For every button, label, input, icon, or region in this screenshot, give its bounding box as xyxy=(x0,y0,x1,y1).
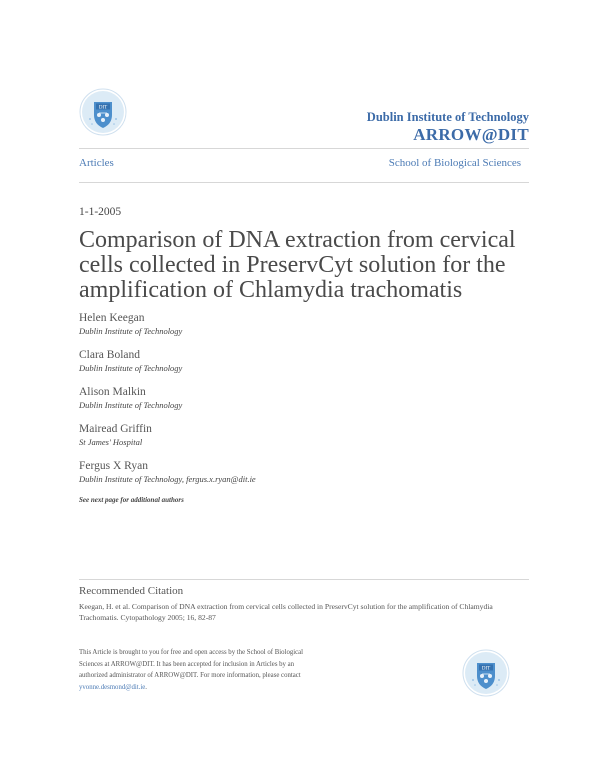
articles-link[interactable]: Articles xyxy=(79,157,114,169)
citation-heading: Recommended Citation xyxy=(79,585,184,597)
author-name[interactable]: Mairead Griffin xyxy=(79,423,152,435)
dit-logo[interactable] xyxy=(79,88,127,136)
author-entry xyxy=(79,385,529,411)
school-link[interactable]: School of Biological Sciences xyxy=(388,157,521,169)
access-notice xyxy=(79,647,319,693)
contact-email-link[interactable]: yvonne.desmond@dit.ie xyxy=(79,683,146,691)
author-name[interactable]: Alison Malkin xyxy=(79,386,146,398)
publication-date: 1-1-2005 xyxy=(79,206,122,218)
divider-top xyxy=(79,148,529,149)
notice-text: This Article is brought to you for free and open access by the School of Biological Sciences at ARROW@DIT. It has been accepted for inclusion in Articles by an authorized administrator of ARROW@DIT. For more information, please contact xyxy=(79,649,304,679)
author-name[interactable]: Clara Boland xyxy=(79,349,140,361)
author-affiliation: Dublin Institute of Technology, fergus.x.ryan@dit.ie xyxy=(79,474,256,484)
author-affiliation: Dublin Institute of Technology xyxy=(79,363,183,373)
citation-text: Keegan, H. et al. Comparison of DNA extraction from cervical cells collected in PreservCyt solution for the amplification of Chlamydia Trachomatis. Cytopathology 2005; 16, 82-87 xyxy=(79,602,493,622)
author-name[interactable]: Fergus X Ryan xyxy=(79,460,148,472)
logo-text: DIT xyxy=(98,105,108,111)
author-affiliation: Dublin Institute of Technology xyxy=(79,400,183,410)
dit-crest-icon xyxy=(462,649,510,697)
dit-crest-icon xyxy=(79,88,127,136)
see-next-page-note: See next page for additional authors xyxy=(79,496,184,504)
author-entry xyxy=(79,348,529,374)
dit-logo-bottom[interactable] xyxy=(462,649,510,697)
author-name[interactable]: Helen Keegan xyxy=(79,312,145,324)
institution-header xyxy=(367,110,529,145)
author-affiliation: St James' Hospital xyxy=(79,437,143,447)
author-list xyxy=(79,311,529,504)
author-entry xyxy=(79,459,529,485)
divider-nav xyxy=(79,182,529,183)
divider-citation xyxy=(79,579,529,580)
author-entry xyxy=(79,422,529,448)
author-affiliation: Dublin Institute of Technology xyxy=(79,326,183,336)
logo-text: DIT xyxy=(481,666,491,672)
repository-name[interactable]: ARROW@DIT xyxy=(413,125,529,144)
institution-name[interactable]: Dublin Institute of Technology xyxy=(366,110,529,124)
paper-title: Comparison of DNA extraction from cervical cells collected in PreservCyt solution for the amplification of Chlamydia trachomatis xyxy=(79,227,516,303)
author-entry xyxy=(79,311,529,337)
notice-end: . xyxy=(145,683,147,691)
